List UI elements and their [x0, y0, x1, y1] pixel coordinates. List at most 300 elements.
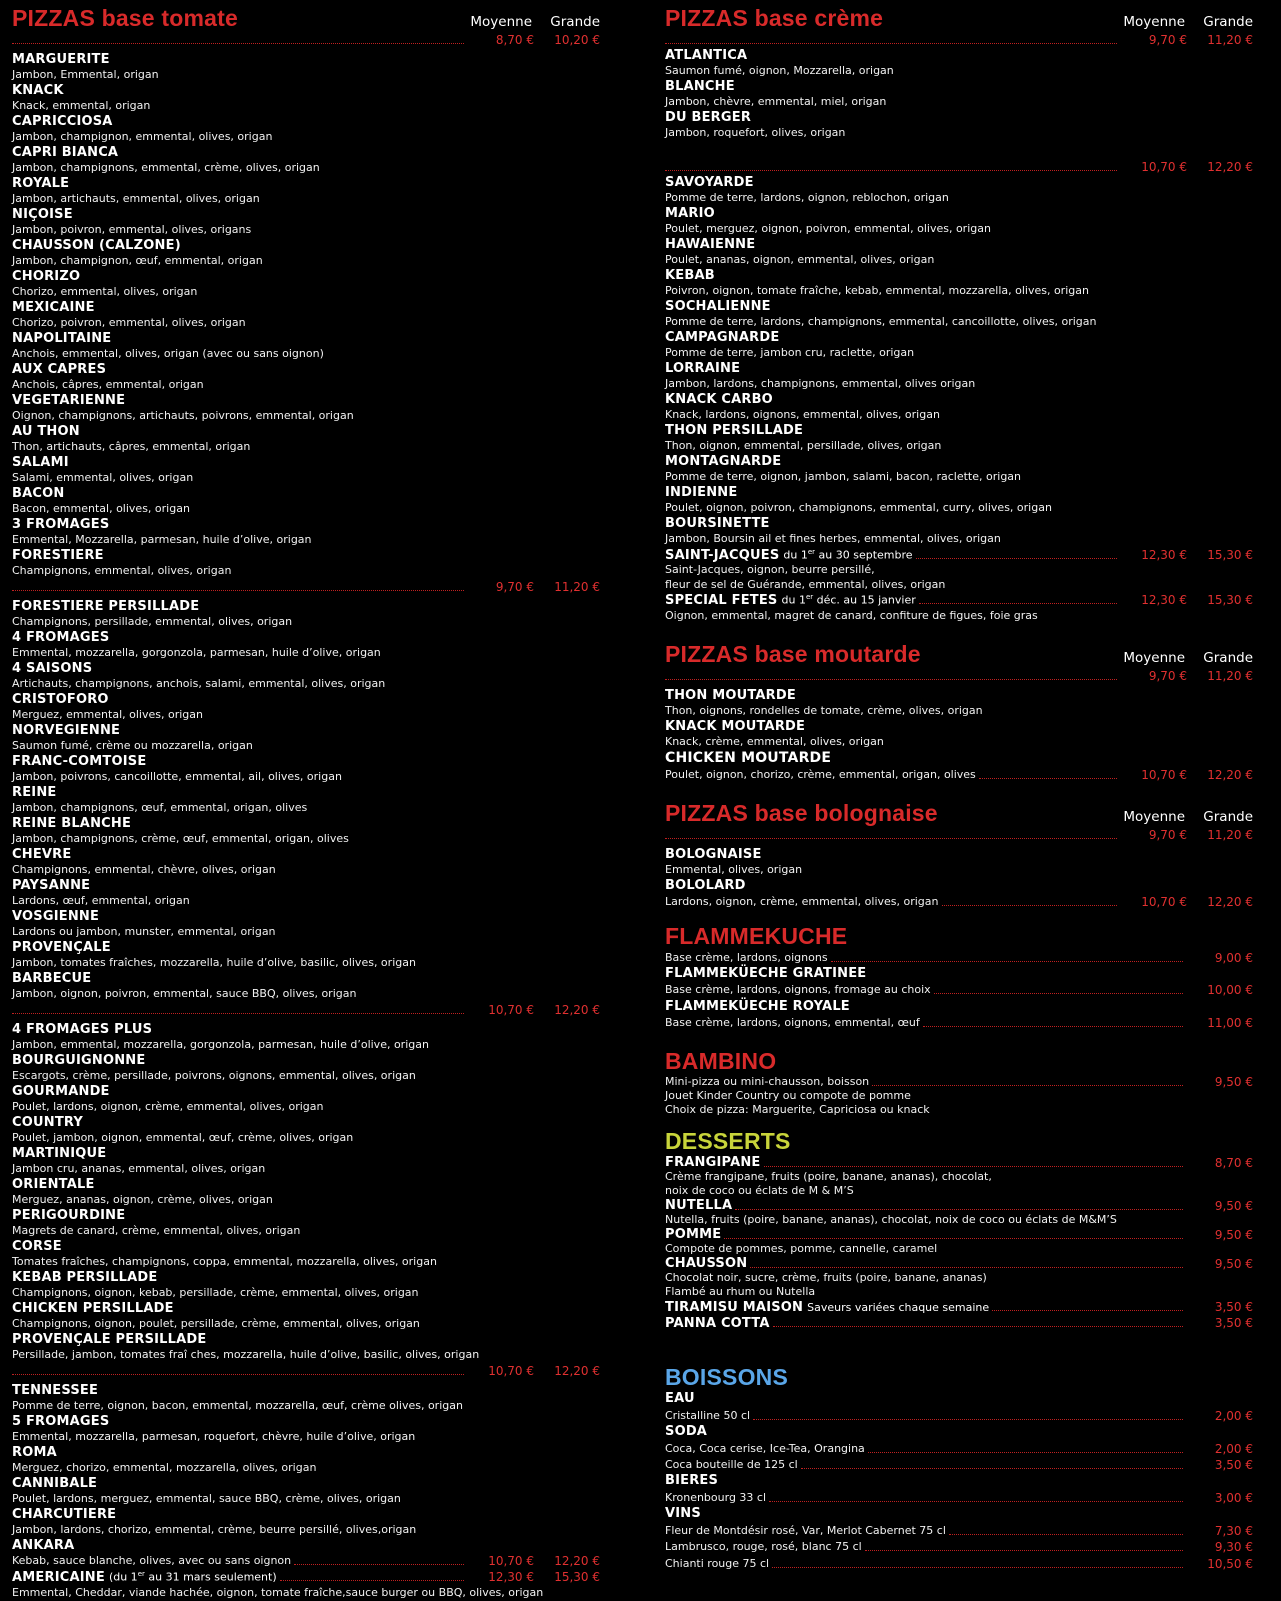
item-desc: Thon, oignon, emmental, persillade, olives, origan: [665, 439, 942, 452]
dot-leader: [750, 1260, 1183, 1268]
menu-item: [665, 688, 1253, 719]
item-name: CHARCUTIERE: [12, 1507, 117, 1522]
bambino-line-2: Jouet Kinder Country ou compote de pomme: [665, 1089, 911, 1102]
col-head-grande: Grande: [1203, 650, 1253, 666]
item-name: THON PERSILLADE: [665, 423, 804, 438]
boisson-eau: EAU: [665, 1391, 695, 1406]
menu-item: [12, 816, 600, 847]
menu-item: [12, 52, 600, 83]
section-header-tomate: [12, 2, 600, 32]
menu-item: [12, 486, 600, 517]
item-desc: Jambon, champignons, œuf, emmental, origan, olives: [12, 801, 308, 814]
eau-row: Cristalline 50 cl 2,00 €: [665, 1408, 1253, 1423]
flamm-royale: FLAMMEKÜECHE ROYALE: [665, 999, 850, 1014]
menu-item: [12, 331, 600, 362]
menu-item: [665, 392, 1253, 423]
boisson-soda: SODA: [665, 1424, 708, 1439]
tomate-list: [12, 32, 600, 1569]
price-moyenne: 8,70 €: [495, 33, 534, 47]
item-name: VEGETARIENNE: [12, 393, 126, 408]
item-name: CHORIZO: [12, 269, 81, 284]
item-desc: Jambon, champignon, œuf, emmental, origan: [12, 254, 263, 267]
menu-item: [665, 847, 1253, 878]
dot-leader: [12, 583, 464, 591]
menu-item: [12, 114, 600, 145]
section-title: BAMBINO: [665, 1048, 777, 1074]
boisson-bieres: BIERES: [665, 1473, 719, 1488]
menu-item: [12, 785, 600, 816]
item-name: KEBAB: [665, 268, 715, 283]
moutarde-list: [665, 688, 1253, 750]
item-desc: Jambon, oignon, poivron, emmental, sauce BBQ, olives, origan: [12, 987, 357, 1000]
item-desc: Jambon, Boursin ail et fines herbes, emmental, olives, origan: [665, 532, 1001, 545]
item-name: PROVENÇALE: [12, 940, 111, 955]
item-name: NIÇOISE: [12, 207, 73, 222]
price-moyenne: 9,70 €: [1148, 33, 1187, 47]
price-grande: 11,20 €: [1207, 33, 1253, 47]
item-desc: Poulet, jambon, oignon, emmental, œuf, crème, olives, origan: [12, 1131, 354, 1144]
price-row: [12, 32, 600, 48]
item-desc: Champignons, emmental, chèvre, olives, origan: [12, 863, 276, 876]
bambino-line-3: Choix de pizza: Marguerite, Capriciosa ou knack: [665, 1103, 930, 1116]
item-desc: Jambon, lardons, chorizo, emmental, crème, beurre persillé, olives,origan: [12, 1523, 417, 1536]
price-grande: 11,20 €: [554, 580, 600, 594]
item-desc: Jambon cru, ananas, emmental, olives, origan: [12, 1162, 266, 1175]
group: [665, 175, 1253, 547]
section-header-desserts: [665, 1129, 1253, 1155]
dot-leader: [992, 1303, 1183, 1311]
item-name: MONTAGNARDE: [665, 454, 782, 469]
right-column: [665, 0, 1253, 1572]
menu-item: [12, 207, 600, 238]
menu-item: [12, 847, 600, 878]
flamm-row-2: Base crème, lardons, oignons, fromage au choix 10,00 €: [665, 983, 1253, 997]
item-name: MARTINIQUE: [12, 1146, 107, 1161]
dot-leader: [769, 1494, 1183, 1502]
item-name: CRISTOFORO: [12, 692, 109, 707]
item-desc: Bacon, emmental, olives, origan: [12, 502, 190, 515]
fetes-note: du 1er déc. au 15 janvier: [781, 593, 916, 607]
menu-item: [12, 1208, 600, 1239]
menu-item: [12, 517, 600, 548]
item-desc: Poulet, merguez, oignon, poivron, emmental, olives, origan: [665, 222, 991, 235]
bololard-row: Lardons, oignon, crème, emmental, olives, origan 10,70 € 12,20 €: [665, 894, 1253, 909]
item-desc: Jambon, poivrons, cancoillotte, emmental, ail, olives, origan: [12, 770, 342, 783]
item-name: BACON: [12, 486, 65, 501]
item-name: KEBAB PERSILLADE: [12, 1270, 158, 1285]
price-row: [665, 159, 1253, 175]
pizza-special-fetes: SPECIAL FETES du 1er déc. au 15 janvier 12,30 € 15,30 €: [665, 592, 1253, 608]
item-name: CANNIBALE: [12, 1476, 98, 1491]
item-desc: Saumon fumé, oignon, Mozzarella, origan: [665, 64, 894, 77]
item-desc: Jambon, artichauts, emmental, olives, origan: [12, 192, 260, 205]
desserts-list: [665, 1155, 1253, 1299]
pizza-saint-jacques: SAINT-JACQUES du 1er au 30 septembre 12,30 € 15,30 €: [665, 547, 1253, 563]
item-name: ROYALE: [12, 176, 70, 191]
item-desc: Jambon, lardons, champignons, emmental, olives origan: [665, 377, 976, 390]
item-name: 3 FROMAGES: [12, 517, 110, 532]
section-title: PIZZAS base bolognaise: [665, 800, 938, 826]
item-desc: Chocolat noir, sucre, crème, fruits (poire, banane, ananas): [665, 1271, 987, 1284]
dot-leader: [773, 1319, 1183, 1327]
item-name: CAPRICCIOSA: [12, 114, 113, 129]
item-name: HAWAIENNE: [665, 237, 756, 252]
item-desc: Champignons, emmental, olives, origan: [12, 564, 232, 577]
item-desc: Poivron, oignon, tomate fraîche, kebab, emmental, mozzarella, olives, origan: [665, 284, 1089, 297]
item-desc: Nutella, fruits (poire, banane, ananas), chocolat, noix de coco ou éclats de M&M’S: [665, 1213, 1117, 1226]
item-desc: Emmental, mozzarella, parmesan, roquefort, chèvre, huile d’olive, origan: [12, 1430, 416, 1443]
item-desc: Pomme de terre, lardons, champignons, emmental, cancoillotte, olives, origan: [665, 315, 1097, 328]
dot-leader: [831, 954, 1183, 962]
item-desc: Kebab, sauce blanche, olives, avec ou sans oignon: [12, 1554, 292, 1567]
item-name: 5 FROMAGES: [12, 1414, 110, 1429]
menu-item: [12, 300, 600, 331]
price: 8,70 €: [1214, 1155, 1253, 1170]
creme-list: [665, 32, 1253, 547]
item-desc: Pomme de terre, oignon, jambon, salami, bacon, raclette, origan: [665, 470, 1022, 483]
menu-item: [12, 630, 600, 661]
pizza-chicken-moutarde: CHICKEN MOUTARDE: [665, 750, 832, 766]
item-desc: Jambon, Emmental, origan: [12, 68, 159, 81]
item-desc: Pomme de terre, lardons, oignon, reblochon, origan: [665, 191, 949, 204]
menu-item: [665, 79, 1253, 110]
bambino-row: Mini-pizza ou mini-chausson, boisson 9,50 €: [665, 1075, 1253, 1089]
dessert-item: [665, 1227, 1253, 1242]
item-name: AU THON: [12, 424, 80, 439]
item-desc: Escargots, crème, persillade, poivrons, oignons, emmental, olives, origan: [12, 1069, 416, 1082]
vin-row-3: Chianti rouge 75 cl 10,50 €: [665, 1556, 1253, 1571]
vin-row-2: Lambrusco, rouge, rosé, blanc 75 cl 9,30 €: [665, 1540, 1253, 1554]
menu-item: [12, 269, 600, 300]
item-desc: Jambon, roquefort, olives, origan: [665, 126, 846, 139]
item-name: CHICKEN PERSILLADE: [12, 1301, 174, 1316]
menu-item: [665, 268, 1253, 299]
dot-leader: [801, 1461, 1183, 1469]
item-name: NORVEGIENNE: [12, 723, 121, 738]
item-desc: Oignon, champignons, artichauts, poivrons, emmental, origan: [12, 409, 354, 422]
item-name: FORESTIERE PERSILLADE: [12, 599, 200, 614]
item-desc: Merguez, chorizo, emmental, mozzarella, olives, origan: [12, 1461, 317, 1474]
pizza-bololard: BOLOLARD: [665, 878, 746, 893]
item-name: DU BERGER: [665, 110, 752, 125]
item-desc-row: [12, 1553, 600, 1569]
item-name: PERIGOURDINE: [12, 1208, 126, 1223]
item-desc: Poulet, oignon, poivron, champignons, emmental, curry, olives, origan: [665, 501, 1052, 514]
chicken-moutarde-row: Poulet, oignon, chorizo, crème, emmental, origan, olives 10,70 € 12,20 €: [665, 768, 1253, 782]
soda-row-2: Coca bouteille de 125 cl 3,50 €: [665, 1458, 1253, 1472]
price-moyenne: 10,70 €: [488, 1554, 534, 1568]
menu-item: [12, 1538, 600, 1569]
menu-item: [12, 940, 600, 971]
dot-leader: [280, 1573, 464, 1581]
item-desc: Lardons ou jambon, munster, emmental, origan: [12, 925, 276, 938]
item-name: CORSE: [12, 1239, 62, 1254]
item-name: REINE: [12, 785, 57, 800]
fetes-desc: Oignon, emmental, magret de canard, confiture de figues, foie gras: [665, 609, 1038, 622]
price-moyenne: 10,70 €: [488, 1003, 534, 1017]
col-head-grande: Grande: [1203, 809, 1253, 825]
section-title: FLAMMEKUCHE: [665, 923, 848, 949]
item-desc: Compote de pommes, pomme, cannelle, caramel: [665, 1242, 938, 1255]
menu-item: [12, 1445, 600, 1476]
item-desc: Anchois, emmental, olives, origan (avec ou sans oignon): [12, 347, 324, 360]
price: 9,50 €: [1214, 1198, 1253, 1213]
item-name: GOURMANDE: [12, 1084, 110, 1099]
section-header-bolognaise: [665, 797, 1253, 827]
flamm-gratinee: FLAMMEKÜECHE GRATINEE: [665, 966, 867, 981]
dot-leader: [979, 771, 1117, 779]
item-name: CAMPAGNARDE: [665, 330, 780, 345]
dot-leader: [12, 1006, 464, 1014]
menu-item: [12, 1301, 600, 1332]
item-name: CAPRI BIANCA: [12, 145, 119, 160]
item-name: CHAUSSON (CALZONE): [12, 238, 181, 253]
menu-item: [12, 661, 600, 692]
menu-item: [665, 485, 1253, 516]
item-name: ROMA: [12, 1445, 57, 1460]
menu-item: [12, 83, 600, 114]
item-desc: Persillade, jambon, tomates fraî ches, mozzarella, huile d’olive, basilic, olives, origan: [12, 1348, 480, 1361]
price: 9,50 €: [1214, 1227, 1253, 1242]
menu-item: [12, 723, 600, 754]
item-name: SAVOYARDE: [665, 175, 754, 190]
menu-item: [665, 330, 1253, 361]
menu-item: [12, 393, 600, 424]
biere-row: Kronenbourg 33 cl 3,00 €: [665, 1490, 1253, 1505]
section-header-boissons: [665, 1365, 1253, 1391]
item-name: MARIO: [665, 206, 715, 221]
item-desc: Merguez, emmental, olives, origan: [12, 708, 203, 721]
price-grande: 12,20 €: [554, 1003, 600, 1017]
dot-leader: [735, 1202, 1183, 1210]
menu-item: [665, 454, 1253, 485]
price-grande: 12,20 €: [1207, 160, 1253, 174]
menu-item: [12, 1239, 600, 1270]
dot-leader: [665, 672, 1117, 680]
item-desc: Emmental, mozzarella, gorgonzola, parmesan, huile d’olive, origan: [12, 646, 381, 659]
item-name: BOLOGNAISE: [665, 847, 762, 862]
menu-item: [665, 516, 1253, 547]
group: [12, 52, 600, 579]
item-name: TENNESSEE: [12, 1383, 99, 1398]
dot-leader: [872, 1078, 1183, 1086]
item-desc: Magrets de canard, crème, emmental, olives, origan: [12, 1224, 301, 1237]
item-desc: Saumon fumé, crème ou mozzarella, origan: [12, 739, 253, 752]
menu-item: [12, 1332, 600, 1363]
item-desc: Merguez, ananas, oignon, crème, olives, origan: [12, 1193, 273, 1206]
flamm-row-3: Base crème, lardons, oignons, emmental, œuf 11,00 €: [665, 1016, 1253, 1030]
dot-leader: [665, 36, 1117, 44]
item-desc: Knack, crème, emmental, olives, origan: [665, 735, 884, 748]
item-name: NUTELLA: [665, 1198, 733, 1213]
item-name: 4 FROMAGES: [12, 630, 110, 645]
pizza-americaine: AMERICAINE (du 1er au 31 mars seulement) 12,30 € 15,30 €: [12, 1569, 600, 1585]
item-desc: Artichauts, champignons, anchois, salami, emmental, olives, origan: [12, 677, 386, 690]
section-header-moutarde: [665, 638, 1253, 668]
item-desc: noix de coco ou éclats de M & M’S: [665, 1184, 854, 1197]
item-desc: Champignons, oignon, poulet, persillade, crème, emmental, olives, origan: [12, 1317, 420, 1330]
item-desc: Champignons, persillade, emmental, olives, origan: [12, 615, 293, 628]
dot-leader: [12, 1367, 464, 1375]
item-name: FRANC-COMTOISE: [12, 754, 147, 769]
menu-item: [665, 237, 1253, 268]
col-head-grande: Grande: [550, 14, 600, 30]
americaine-note: (du 1er au 31 mars seulement): [108, 1570, 277, 1584]
item-name: BLANCHE: [665, 79, 735, 94]
price-row: 9,70 € 11,20 €: [665, 668, 1253, 684]
item-name: PROVENÇALE PERSILLADE: [12, 1332, 207, 1347]
section-title: PIZZAS base crème: [665, 5, 884, 31]
col-head-moyenne: Moyenne: [470, 14, 532, 30]
menu-item: [665, 175, 1253, 206]
price-grande: 12,20 €: [554, 1364, 600, 1378]
dessert-item: [665, 1256, 1253, 1271]
menu-item: [12, 971, 600, 1002]
boisson-vins: VINS: [665, 1506, 701, 1521]
item-desc: Thon, artichauts, câpres, emmental, origan: [12, 440, 251, 453]
menu-item: [12, 1146, 600, 1177]
menu-item: [12, 1177, 600, 1208]
dessert-item: [665, 1155, 1253, 1170]
item-name: BOURGUIGNONNE: [12, 1053, 146, 1068]
menu-item: [12, 1022, 600, 1053]
item-desc: Champignons, oignon, kebab, persillade, crème, emmental, olives, origan: [12, 1286, 419, 1299]
item-name: KNACK CARBO: [665, 392, 773, 407]
dot-leader: [916, 551, 1117, 559]
dot-leader: [772, 1560, 1183, 1568]
menu-item: [12, 754, 600, 785]
dot-leader: [919, 596, 1117, 604]
stjacques-desc-1: Saint-Jacques, oignon, beurre persillé,: [665, 563, 875, 576]
item-name: CHEVRE: [12, 847, 72, 862]
item-desc: Jambon, champignons, crème, œuf, emmental, origan, olives: [12, 832, 349, 845]
price-moyenne: 10,70 €: [1141, 160, 1187, 174]
item-name: FRANGIPANE: [665, 1155, 761, 1170]
item-name: LORRAINE: [665, 361, 741, 376]
item-name: AUX CAPRES: [12, 362, 107, 377]
menu-item: [12, 1476, 600, 1507]
dot-leader: [12, 36, 464, 44]
menu-item: [12, 176, 600, 207]
item-name: ANKARA: [12, 1538, 75, 1553]
item-desc: Pomme de terre, jambon cru, raclette, origan: [665, 346, 915, 359]
item-desc: Knack, lardons, oignons, emmental, olives, origan: [665, 408, 940, 421]
item-desc: Thon, oignons, rondelles de tomate, crème, olives, origan: [665, 704, 983, 717]
item-name: INDIENNE: [665, 485, 738, 500]
section-title: PIZZAS base moutarde: [665, 641, 921, 667]
col-head-moyenne: Moyenne: [1123, 14, 1185, 30]
price-grande: 10,20 €: [554, 33, 600, 47]
col-head-moyenne: Moyenne: [1123, 809, 1185, 825]
col-head-grande: Grande: [1203, 14, 1253, 30]
menu-item: [665, 206, 1253, 237]
item-name: COUNTRY: [12, 1115, 84, 1130]
item-desc: Jambon, tomates fraîches, mozzarella, huile d’olive, basilic, olives, origan: [12, 956, 416, 969]
section-header-flammekuche: [665, 922, 1253, 950]
menu-item: [12, 238, 600, 269]
item-name: PAYSANNE: [12, 878, 91, 893]
item-desc: Crème frangipane, fruits (poire, banane, ananas), chocolat,: [665, 1170, 992, 1183]
menu-item: [12, 909, 600, 940]
item-name: BOURSINETTE: [665, 516, 770, 531]
price: 9,50 €: [1214, 1256, 1253, 1271]
price-row: [12, 579, 600, 595]
section-header-bambino: [665, 1047, 1253, 1075]
section-title: DESSERTS: [665, 1128, 791, 1154]
price-row: [665, 32, 1253, 48]
item-name: THON MOUTARDE: [665, 688, 796, 703]
soda-row-1: Coca, Coca cerise, Ice-Tea, Orangina 2,00 €: [665, 1441, 1253, 1456]
menu-item: [12, 692, 600, 723]
menu-item: [12, 878, 600, 909]
menu-item: [12, 455, 600, 486]
left-column: [12, 0, 600, 1601]
vin-row-1: Fleur de Montdésir rosé, Var, Merlot Cabernet 75 cl 7,30 €: [665, 1523, 1253, 1538]
price-row: 9,70 € 11,20 €: [665, 827, 1253, 843]
dot-leader: [868, 1445, 1183, 1453]
group: [12, 599, 600, 1002]
item-desc: Jambon, chèvre, emmental, miel, origan: [665, 95, 887, 108]
dot-leader: [934, 986, 1183, 994]
item-desc: Poulet, ananas, oignon, emmental, olives, origan: [665, 253, 935, 266]
dot-leader: [865, 1543, 1183, 1551]
dot-leader: [942, 898, 1117, 906]
dot-leader: [753, 1412, 1183, 1420]
spacer: [665, 141, 1253, 159]
dot-leader: [665, 163, 1117, 171]
item-name: BARBECUE: [12, 971, 92, 986]
item-desc: Jambon, poivron, emmental, olives, origans: [12, 223, 252, 236]
dot-leader: [724, 1231, 1183, 1239]
item-desc: Jambon, champignon, emmental, olives, origan: [12, 130, 273, 143]
item-name: KNACK: [12, 83, 64, 98]
menu-item: [665, 423, 1253, 454]
menu-item: [665, 48, 1253, 79]
dot-leader: [294, 1557, 464, 1565]
price-moyenne: 10,70 €: [488, 1364, 534, 1378]
menu-item: [12, 145, 600, 176]
item-desc: Pomme de terre, oignon, bacon, emmental, mozzarella, œuf, crème olives, origan: [12, 1399, 463, 1412]
menu-item: [12, 1270, 600, 1301]
item-name: SALAMI: [12, 455, 69, 470]
item-name: 4 FROMAGES PLUS: [12, 1022, 153, 1037]
dot-leader: [764, 1159, 1184, 1167]
menu-item: [12, 1507, 600, 1538]
item-desc: Salami, emmental, olives, origan: [12, 471, 194, 484]
section-title: BOISSONS: [665, 1364, 789, 1390]
item-desc: Poulet, lardons, oignon, crème, emmental, olives, origan: [12, 1100, 324, 1113]
item-name: KNACK MOUTARDE: [665, 719, 806, 734]
menu-item: [12, 1414, 600, 1445]
menu-item: [12, 424, 600, 455]
dessert-tiramisu: TIRAMISU MAISON Saveurs variées chaque semaine 3,50 €: [665, 1299, 1253, 1315]
menu-item: [665, 719, 1253, 750]
item-desc: Tomates fraîches, champignons, coppa, emmental, mozzarella, olives, origan: [12, 1255, 437, 1268]
price-row: [12, 1363, 600, 1379]
item-desc: Lardons, œuf, emmental, origan: [12, 894, 190, 907]
price-row: [12, 1002, 600, 1018]
section-title: PIZZAS base tomate: [12, 5, 238, 31]
bolognaise-list: [665, 847, 1253, 878]
item-name: SOCHALIENNE: [665, 299, 771, 314]
item-desc: Jambon, emmental, mozzarella, gorgonzola, parmesan, huile d’olive, origan: [12, 1038, 429, 1051]
dot-leader: [923, 1019, 1183, 1027]
menu-item: [12, 1383, 600, 1414]
item-desc: Knack, emmental, origan: [12, 99, 151, 112]
menu-item: [12, 362, 600, 393]
col-head-moyenne: Moyenne: [1123, 650, 1185, 666]
item-name: ATLANTICA: [665, 48, 748, 63]
